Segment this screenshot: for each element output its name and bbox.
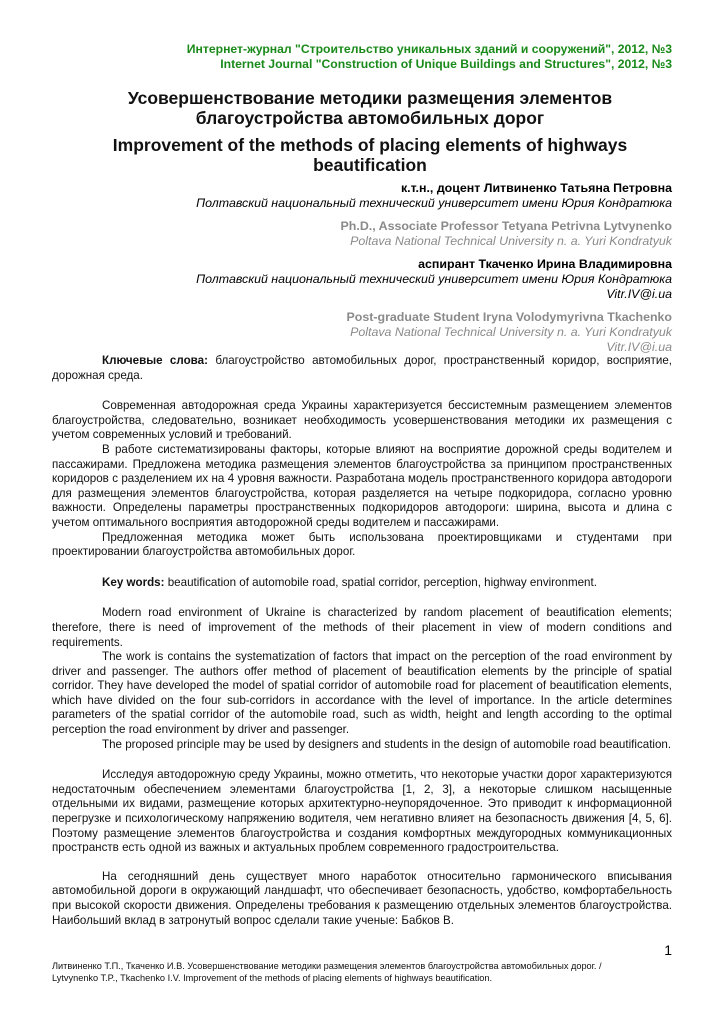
page-footer (52, 960, 692, 984)
article-titles (60, 88, 680, 175)
journal-header (187, 42, 672, 72)
keywords-label: Ключевые слова: (102, 354, 208, 367)
body-paragraph: На сегодняшний день существует много наработок относительно гармонического вписывания автомобильной дороги в окружающий ландшафт, что обеспечивает безопасность, удобство, комфортабельность при высокой скорости движения. Определены требования к размещению отдельных элементов благоустройства. Наибольший вклад в затронутый вопрос сделали такие ученые: Бабков В. (52, 869, 672, 927)
page-number: 1 (664, 942, 672, 958)
author-block (196, 219, 672, 249)
author-block (196, 181, 672, 211)
journal-title-ru: Интернет-журнал "Строительство уникальных зданий и сооружений", 2012, №3 (186, 42, 672, 56)
article-title-en: Improvement of the methods of placing elements of highways beautification (112, 135, 628, 175)
author-affiliation: Полтавский национальный технический университет имени Юрия Кондратюка (196, 272, 672, 286)
abstract-paragraph: Предложенная методика может быть использована проектировщиками и студентами при проектировании благоустройства автомобильных дорог. (52, 530, 672, 559)
keywords-ru (52, 354, 672, 383)
author-block (196, 257, 672, 302)
author-name: Post-graduate Student Iryna Volodymyrivna Tkachenko (346, 310, 672, 324)
keywords-en (52, 576, 672, 591)
author-email: Vitr.IV@i.ua (606, 287, 672, 301)
abstract-paragraph: The work is contains the systematization of factors that impact on the perception of the road environment by driver and passenger. The authors offer method of placement of beautification elements by the principle of spatial corridor. They have developed the model of spatial corridor of automobile road for placement of beautification elements, which have divided on the four sub-corridors in accordance with the level of importance. In the article determines parameters of the spatial corridor of the automobile road, such as width, height and length according to the optimal perception the road environment by driver and passenger. (52, 650, 672, 737)
article-title-ru: Усовершенствование методики размещения элементов благоустройства автомобильных дорог (127, 88, 613, 128)
author-block (196, 310, 672, 355)
footer-citation-ru: Литвиненко Т.П., Ткаченко И.В. Усовершенствование методики размещения элементов благоустройства автомобильных дорог. / (52, 961, 602, 971)
author-list (196, 181, 672, 363)
abstract-paragraph: The proposed principle may be used by designers and students in the design of automobile road beautification. (102, 737, 672, 751)
keywords-label: Key words: (102, 575, 165, 589)
abstract-paragraph: В работе систематизированы факторы, которые влияют на восприятие дорожной среды водителем и пассажирами. Предложена методика размещения элементов благоустройства за принципом пространственных коридоров с разделением их на 4 уровня важности. Разработана модель пространственного коридора автодороги для размещения элементов благоустройства, которая разделяется на четыре подкоридора, согласно уровню важности. Определены параметры пространственных подкоридоров автодороги: ширина, высота и длина с учетом оптимального восприятия автодорожной среды водителем и пассажирами. (52, 442, 672, 529)
author-name: аспирант Ткаченко Ирина Владимировна (418, 257, 672, 271)
keywords-text: благоустройство автомобильных дорог, пространственный коридор, восприятие, дорожная среда. (52, 354, 672, 382)
author-affiliation: Полтавский национальный технический университет имени Юрия Кондратюка (196, 196, 672, 210)
author-name: Ph.D., Associate Professor Tetyana Petrivna Lytvynenko (340, 219, 672, 233)
footer-citation-en: Lytvynenko T.P., Tkachenko I.V. Improvement of the methods of placing elements of highways beautification. (52, 973, 493, 983)
author-name: к.т.н., доцент Литвиненко Татьяна Петровна (400, 181, 672, 195)
article-body (52, 354, 672, 928)
abstract-paragraph: Modern road environment of Ukraine is characterized by random placement of beautification elements; therefore, there is need of improvement of the methods of their placement in view of modern conditions and requirements. (52, 606, 672, 649)
journal-title-en: Internet Journal "Construction of Unique Buildings and Structures", 2012, №3 (220, 57, 672, 71)
author-affiliation: Poltava National Technical University n. a. Yuri Kondratyuk (350, 325, 672, 339)
author-email: Vitr.IV@i.ua (606, 340, 672, 354)
keywords-text: beautification of automobile road, spatial corridor, perception, highway environment. (164, 575, 597, 589)
author-affiliation: Poltava National Technical University n. a. Yuri Kondratyuk (350, 234, 672, 248)
body-paragraph: Исследуя автодорожную среду Украины, можно отметить, что некоторые участки дорог характеризуются недостаточным обеспечением элементами благоустройства [1, 2, 3], а некоторые слишком насыщенные отдельными их видами, размещение которых архитектурно-неупорядоченное. Это приводит к информационной перегрузке и психологическому напряжению водителя, чем негативно влияет на безопасность движения [4, 5, 6]. Поэтому размещение элементов благоустройства и создания комфортных междугородных коммуникационных пространств есть одной из важных и актуальных проблем современного градостроительства. (52, 768, 672, 855)
abstract-paragraph: Современная автодорожная среда Украины характеризуется бессистемным размещением элементов благоустройства, следовательно, возникает необходимость усовершенствования методики их размещения с учетом современных условий и требований. (52, 399, 672, 442)
